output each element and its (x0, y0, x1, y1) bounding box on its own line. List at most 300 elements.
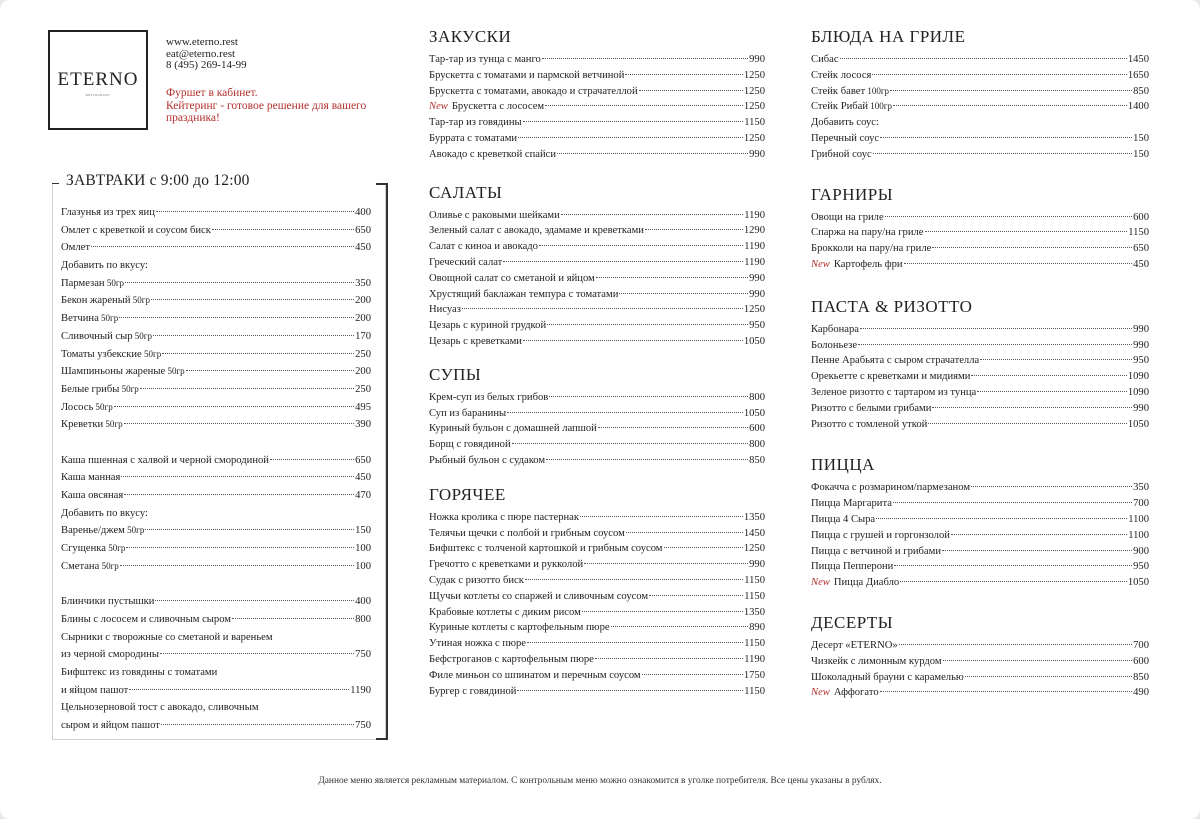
item-name-text: Пицца Пепперони (811, 561, 894, 573)
menu-item (61, 522, 371, 540)
menu-item (429, 541, 765, 557)
menu-item (811, 401, 1149, 417)
item-price: 850 (1133, 85, 1149, 97)
item-name (811, 528, 950, 544)
menu-item (61, 664, 371, 682)
item-name-text: Шампиньоны жареные (61, 366, 166, 378)
item-name (811, 369, 970, 385)
item-name-text: Куриные котлеты с картофельным пюре (429, 622, 610, 634)
menu-item (61, 292, 371, 310)
item-name-text: Пенне Арабьята с сыром страчателла (811, 355, 980, 367)
item-name (811, 241, 931, 257)
menu-item (811, 68, 1149, 84)
item-name (811, 544, 941, 560)
item-name (811, 417, 927, 433)
menu-item (811, 99, 1149, 115)
dot-leader (584, 563, 748, 564)
menu-item (429, 255, 765, 271)
item-name-text: сыром и яйцом пашот (61, 719, 160, 731)
menu-item (429, 453, 765, 469)
item-price: 400 (355, 596, 371, 608)
dot-leader (943, 660, 1133, 661)
dot-leader (517, 690, 743, 691)
dot-leader (625, 74, 742, 75)
menu-item (429, 684, 765, 700)
menu-item (811, 322, 1149, 338)
item-weight: 50гр (105, 543, 126, 554)
item-name-text: Телячьи щечки с полбой и грибным соусом (429, 527, 625, 539)
item-price: 1150 (744, 685, 765, 697)
item-name (811, 638, 898, 654)
menu-section (811, 454, 1149, 591)
menu-item (429, 318, 765, 334)
item-price: 750 (355, 649, 371, 661)
item-price: 450 (1133, 258, 1149, 270)
promo-line: праздника! (166, 112, 220, 124)
item-name-text: Карбонара (811, 323, 859, 335)
item-name-text: Рыбный бульон с судаком (429, 454, 546, 466)
item-price: 1450 (743, 527, 765, 539)
item-weight: 50гр (104, 277, 125, 288)
item-name (61, 204, 155, 222)
menu-item (811, 131, 1149, 147)
menu-item (61, 593, 371, 611)
item-price: 1050 (1127, 418, 1149, 430)
item-price: 170 (355, 330, 371, 342)
item-name-text: Шоколадный брауни с карамелью (811, 671, 964, 683)
dot-leader (645, 229, 743, 230)
menu-item (429, 287, 765, 303)
item-name (811, 670, 964, 686)
menu-section (429, 182, 765, 350)
dot-leader (880, 137, 1132, 138)
item-weight: 50гр (141, 348, 162, 359)
item-price: 1250 (743, 304, 765, 316)
item-name (811, 353, 979, 369)
section-title: ЗАКУСКИ (429, 27, 512, 46)
menu-item (429, 406, 765, 422)
dot-leader (232, 618, 354, 619)
item-name-text: Блинчики пустышки (61, 596, 155, 608)
item-name-text: Бифштекс с толченой картошкой и грибным соусом (429, 543, 663, 555)
item-name-text: Филе миньон со шпинатом и перечным соусом (429, 669, 641, 681)
item-name (61, 416, 123, 434)
website-link[interactable]: www.eterno.rest (166, 36, 238, 48)
dot-leader (951, 534, 1127, 535)
item-weight: 100гр (865, 85, 890, 96)
item-price: 990 (749, 54, 765, 65)
item-name (61, 717, 160, 735)
item-name (429, 68, 624, 84)
item-name-text: Тар-тар из тунца с манго (429, 54, 541, 65)
item-name-text: Бекон жареный (61, 295, 131, 307)
item-name-text: из черной смородины (61, 649, 159, 661)
dot-leader (507, 412, 743, 413)
item-name (811, 385, 976, 401)
item-price: 350 (355, 277, 371, 289)
item-name (61, 275, 124, 293)
item-price: 900 (1133, 545, 1149, 557)
menu-item (429, 271, 765, 287)
item-name (61, 522, 144, 540)
menu-section (811, 184, 1149, 273)
item-price: 1290 (743, 225, 765, 237)
item-name (429, 52, 541, 68)
item-price: 100 (355, 543, 371, 555)
item-price: 800 (749, 391, 765, 403)
menu-item (811, 638, 1149, 654)
dot-leader (162, 353, 354, 354)
section-title: СУПЫ (429, 364, 482, 384)
item-name-text: Лосось (61, 401, 94, 413)
item-name-text: Нисуаз (429, 304, 461, 316)
item-price: 1400 (1127, 101, 1149, 113)
item-name-text: Суп из баранины (429, 407, 507, 419)
item-name (811, 575, 899, 591)
dot-leader (932, 247, 1132, 248)
item-price: 1250 (743, 101, 765, 113)
item-name-text: и яйцом пашот (61, 684, 129, 696)
breakfast-list (61, 204, 371, 735)
menu-item (61, 222, 371, 240)
item-price: 1250 (743, 69, 765, 81)
item-name-text: Авокадо с креветкой спайси (429, 148, 557, 160)
item-weight: 50гр (119, 383, 139, 394)
dot-leader (642, 674, 743, 675)
dot-leader (539, 245, 743, 246)
item-price: 1650 (1127, 69, 1149, 81)
item-price: 800 (749, 439, 765, 451)
item-price: 450 (355, 472, 371, 484)
item-price: 1090 (1127, 371, 1149, 383)
item-weight: 50гр (98, 313, 119, 324)
menu-item (61, 416, 371, 434)
dot-leader (900, 581, 1127, 582)
dot-leader (890, 90, 1132, 91)
item-weight: 50гр (130, 295, 150, 306)
item-name (61, 699, 259, 717)
dot-leader (893, 502, 1132, 503)
contacts (166, 37, 247, 72)
promo-line: Фуршет в кабинет. (166, 87, 258, 99)
item-name (429, 302, 461, 318)
item-price: 200 (355, 313, 371, 325)
item-name-text: Ветчина (61, 313, 99, 325)
item-name-text: Блины с лососем и сливочным сыром (61, 613, 231, 625)
menu-item (429, 605, 765, 621)
item-price: 1190 (744, 241, 765, 253)
dot-leader (121, 476, 354, 477)
dot-leader (925, 231, 1128, 232)
item-name-text: Пицца с ветчиной и грибами (811, 545, 942, 557)
item-name-text: Перечный соус (811, 132, 880, 144)
new-badge: New (429, 101, 448, 113)
item-name (61, 469, 120, 487)
dot-leader (965, 676, 1132, 677)
item-price: 1050 (743, 335, 765, 347)
item-price: 100 (355, 560, 371, 572)
menu-item (61, 257, 371, 275)
item-name-text: Бифштекс из говядины с томатами (61, 666, 218, 678)
dot-leader (873, 153, 1132, 154)
menu-item (429, 99, 765, 115)
item-price: 1050 (743, 407, 765, 419)
logo-subtitle: RESTAURANT (85, 93, 111, 97)
item-name (61, 611, 231, 629)
item-name (429, 239, 538, 255)
menu-item (61, 399, 371, 417)
item-name-text: Стейк бавет (811, 85, 866, 97)
item-name (61, 239, 90, 257)
item-name-text: Сметана (61, 560, 100, 572)
menu-item (811, 670, 1149, 686)
item-name (429, 223, 644, 239)
item-name-text: Ризотто с белыми грибами (811, 402, 932, 414)
menu-item (429, 131, 765, 147)
item-price: 200 (355, 366, 371, 378)
menu-item (61, 204, 371, 222)
item-name-text: Глазунья из трех яиц (61, 207, 155, 218)
item-price: 750 (355, 719, 371, 731)
item-name-text: Брускетта с томатами, авокадо и страчателлой (429, 85, 638, 97)
item-name-text: Ножка кролика с пюре пастернак (429, 511, 580, 523)
item-name (429, 620, 610, 636)
item-name-text: Белые грибы (61, 383, 120, 395)
menu-item (61, 717, 371, 735)
item-price: 1250 (743, 85, 765, 97)
menu-item (61, 275, 371, 293)
menu-item (429, 573, 765, 589)
dot-leader (160, 653, 354, 654)
item-price: 950 (749, 320, 765, 332)
item-name-text: Чизкейк с лимонным курдом (811, 655, 942, 667)
menu-section (811, 296, 1149, 433)
item-price: 800 (355, 613, 371, 625)
menu-item (61, 469, 371, 487)
item-name-text: Ризотто с томленой уткой (811, 418, 928, 430)
item-price: 1190 (744, 653, 765, 665)
menu-item (811, 544, 1149, 560)
dot-leader (876, 518, 1127, 519)
dot-leader (557, 153, 748, 154)
dot-leader (858, 344, 1132, 345)
item-price: 1150 (744, 574, 765, 586)
item-name (429, 510, 579, 526)
email-link[interactable]: eat@eterno.rest (166, 47, 236, 60)
item-name (61, 593, 154, 611)
dot-leader (125, 282, 354, 283)
dot-leader (545, 105, 743, 106)
spacer (61, 575, 371, 593)
item-name (61, 505, 148, 523)
dot-leader (840, 58, 1127, 59)
item-name (61, 558, 119, 576)
item-name-text: Омлет с креветкой и соусом биск (61, 224, 211, 236)
breakfast-bracket (376, 183, 388, 740)
item-name (429, 541, 663, 557)
menu-item (811, 84, 1149, 100)
menu-item (429, 115, 765, 131)
item-name (429, 390, 548, 406)
menu-item (429, 620, 765, 636)
item-price: 850 (1133, 671, 1149, 683)
menu-item (811, 338, 1149, 354)
dot-leader (928, 423, 1126, 424)
item-name-text: Зеленое ризотто с тартаром из тунца (811, 386, 977, 398)
item-price: 1190 (744, 256, 765, 268)
item-name (61, 222, 211, 240)
dot-leader (156, 211, 354, 212)
dot-leader (512, 443, 748, 444)
item-name-text: Грибной соус (811, 148, 872, 160)
menu-item (811, 115, 1149, 131)
item-name-text: Гречотто с креветками и рукколой (429, 559, 584, 571)
item-price: 650 (355, 224, 371, 236)
item-name-text: Каша пшенная с халвой и черной смородиной (61, 454, 269, 466)
item-price: 350 (1133, 482, 1149, 494)
menu-item (429, 147, 765, 163)
menu-item (429, 390, 765, 406)
item-name (429, 589, 648, 605)
item-price: 890 (749, 622, 765, 634)
menu-section (429, 484, 765, 700)
item-price: 490 (1133, 687, 1149, 699)
promo-line: Кейтеринг - готовое решение для вашего (166, 99, 367, 112)
dot-leader (114, 406, 354, 407)
item-weight: 50гр (103, 419, 123, 430)
item-price: 600 (1133, 655, 1149, 667)
item-name-text: Греческий салат (429, 256, 503, 268)
item-name-text: Щучьи котлеты со спаржей и сливочным соусом (429, 590, 649, 602)
menu-column-middle (429, 26, 765, 699)
section-title: САЛАТЫ (429, 182, 503, 202)
item-price: 1250 (743, 132, 765, 144)
item-name (61, 540, 125, 558)
item-price: 650 (355, 454, 371, 466)
item-name-text: Орекьетте с креветками и мидиями (811, 371, 971, 383)
item-name (61, 292, 150, 310)
dot-leader (904, 263, 1133, 264)
dot-leader (462, 308, 743, 309)
item-name (811, 496, 892, 512)
section-title: БЛЮДА НА ГРИЛЕ (811, 27, 966, 46)
item-name-text: Цезарь с креветками (429, 335, 522, 347)
dot-leader (664, 547, 743, 548)
item-name-text: Сибас (811, 54, 839, 65)
section-title: ПАСТА & РИЗОТТО (811, 296, 973, 316)
menu-item (429, 239, 765, 255)
item-price: 1150 (744, 638, 765, 650)
menu-item (811, 210, 1149, 226)
item-name (811, 401, 931, 417)
menu-item (429, 84, 765, 100)
dot-leader (619, 293, 748, 294)
item-name-text: Салат с киноа и авокадо (429, 241, 538, 253)
item-price: 200 (355, 295, 371, 307)
dot-leader (129, 689, 349, 690)
item-name-text: Борщ с говядиной (429, 439, 511, 451)
dot-leader (124, 494, 354, 495)
item-price: 1100 (1128, 529, 1149, 541)
dot-leader (611, 626, 749, 627)
new-badge: New (811, 687, 830, 699)
item-name (429, 636, 526, 652)
item-name (61, 257, 148, 275)
dot-leader (161, 724, 354, 725)
item-name (61, 487, 123, 505)
item-name-text: Овощной салат со сметаной и яйцом (429, 272, 595, 284)
menu-item (811, 241, 1149, 257)
item-name-text: Куриный бульон с домашней лапшой (429, 423, 597, 435)
menu-item (811, 353, 1149, 369)
item-price: 700 (1133, 498, 1149, 510)
menu-item (61, 310, 371, 328)
item-weight: 50гр (93, 401, 113, 412)
menu-item (429, 421, 765, 437)
item-name-text: Брускетта с лососем (451, 101, 545, 113)
item-name-text: Аффогато (833, 687, 879, 699)
menu-item (811, 685, 1149, 701)
menu-item (61, 629, 371, 647)
menu-item (811, 369, 1149, 385)
menu-item (429, 668, 765, 684)
menu-item (429, 526, 765, 542)
item-name-text: Крем-суп из белых грибов (429, 391, 549, 403)
item-name (811, 115, 879, 131)
item-price: 990 (1133, 402, 1149, 414)
item-name (429, 652, 594, 668)
item-price: 1190 (350, 684, 371, 696)
item-weight: 50гр (99, 560, 119, 571)
item-name (429, 84, 638, 100)
menu-item (811, 257, 1149, 273)
item-name (61, 629, 273, 647)
menu-item (61, 363, 371, 381)
menu-item (811, 52, 1149, 68)
item-price: 990 (749, 272, 765, 284)
dot-leader (932, 407, 1132, 408)
menu-item (61, 699, 371, 717)
item-name-text: Добавить по вкусу: (61, 260, 148, 272)
item-name-text: Брускетта с томатами и пармской ветчиной (429, 69, 625, 81)
item-name (429, 526, 625, 542)
dot-leader (140, 388, 354, 389)
item-price: 1350 (743, 606, 765, 618)
dot-leader (894, 565, 1132, 566)
item-name-text: Пармезан (61, 277, 105, 289)
item-price: 250 (355, 348, 371, 360)
dot-leader (212, 229, 354, 230)
item-name-text: Сырники с творожные со сметаной и вареньем (61, 631, 273, 643)
menu-item (811, 512, 1149, 528)
dot-leader (151, 299, 354, 300)
item-name (61, 452, 269, 470)
dot-leader (523, 340, 743, 341)
menu-item (811, 575, 1149, 591)
dot-leader (523, 121, 744, 122)
item-weight: 50гр (124, 525, 145, 536)
item-price: 495 (355, 401, 371, 413)
item-name (429, 208, 560, 224)
item-name-text: Цельнозерновой тост с авокадо, сливочным (61, 702, 259, 714)
dot-leader (549, 396, 748, 397)
menu-item (61, 346, 371, 364)
item-name-text: Варенье/джем (61, 525, 125, 537)
item-price: 1150 (744, 117, 765, 129)
menu-section (811, 26, 1149, 163)
menu-item (429, 334, 765, 350)
section-title: ПИЦЦА (811, 455, 875, 475)
